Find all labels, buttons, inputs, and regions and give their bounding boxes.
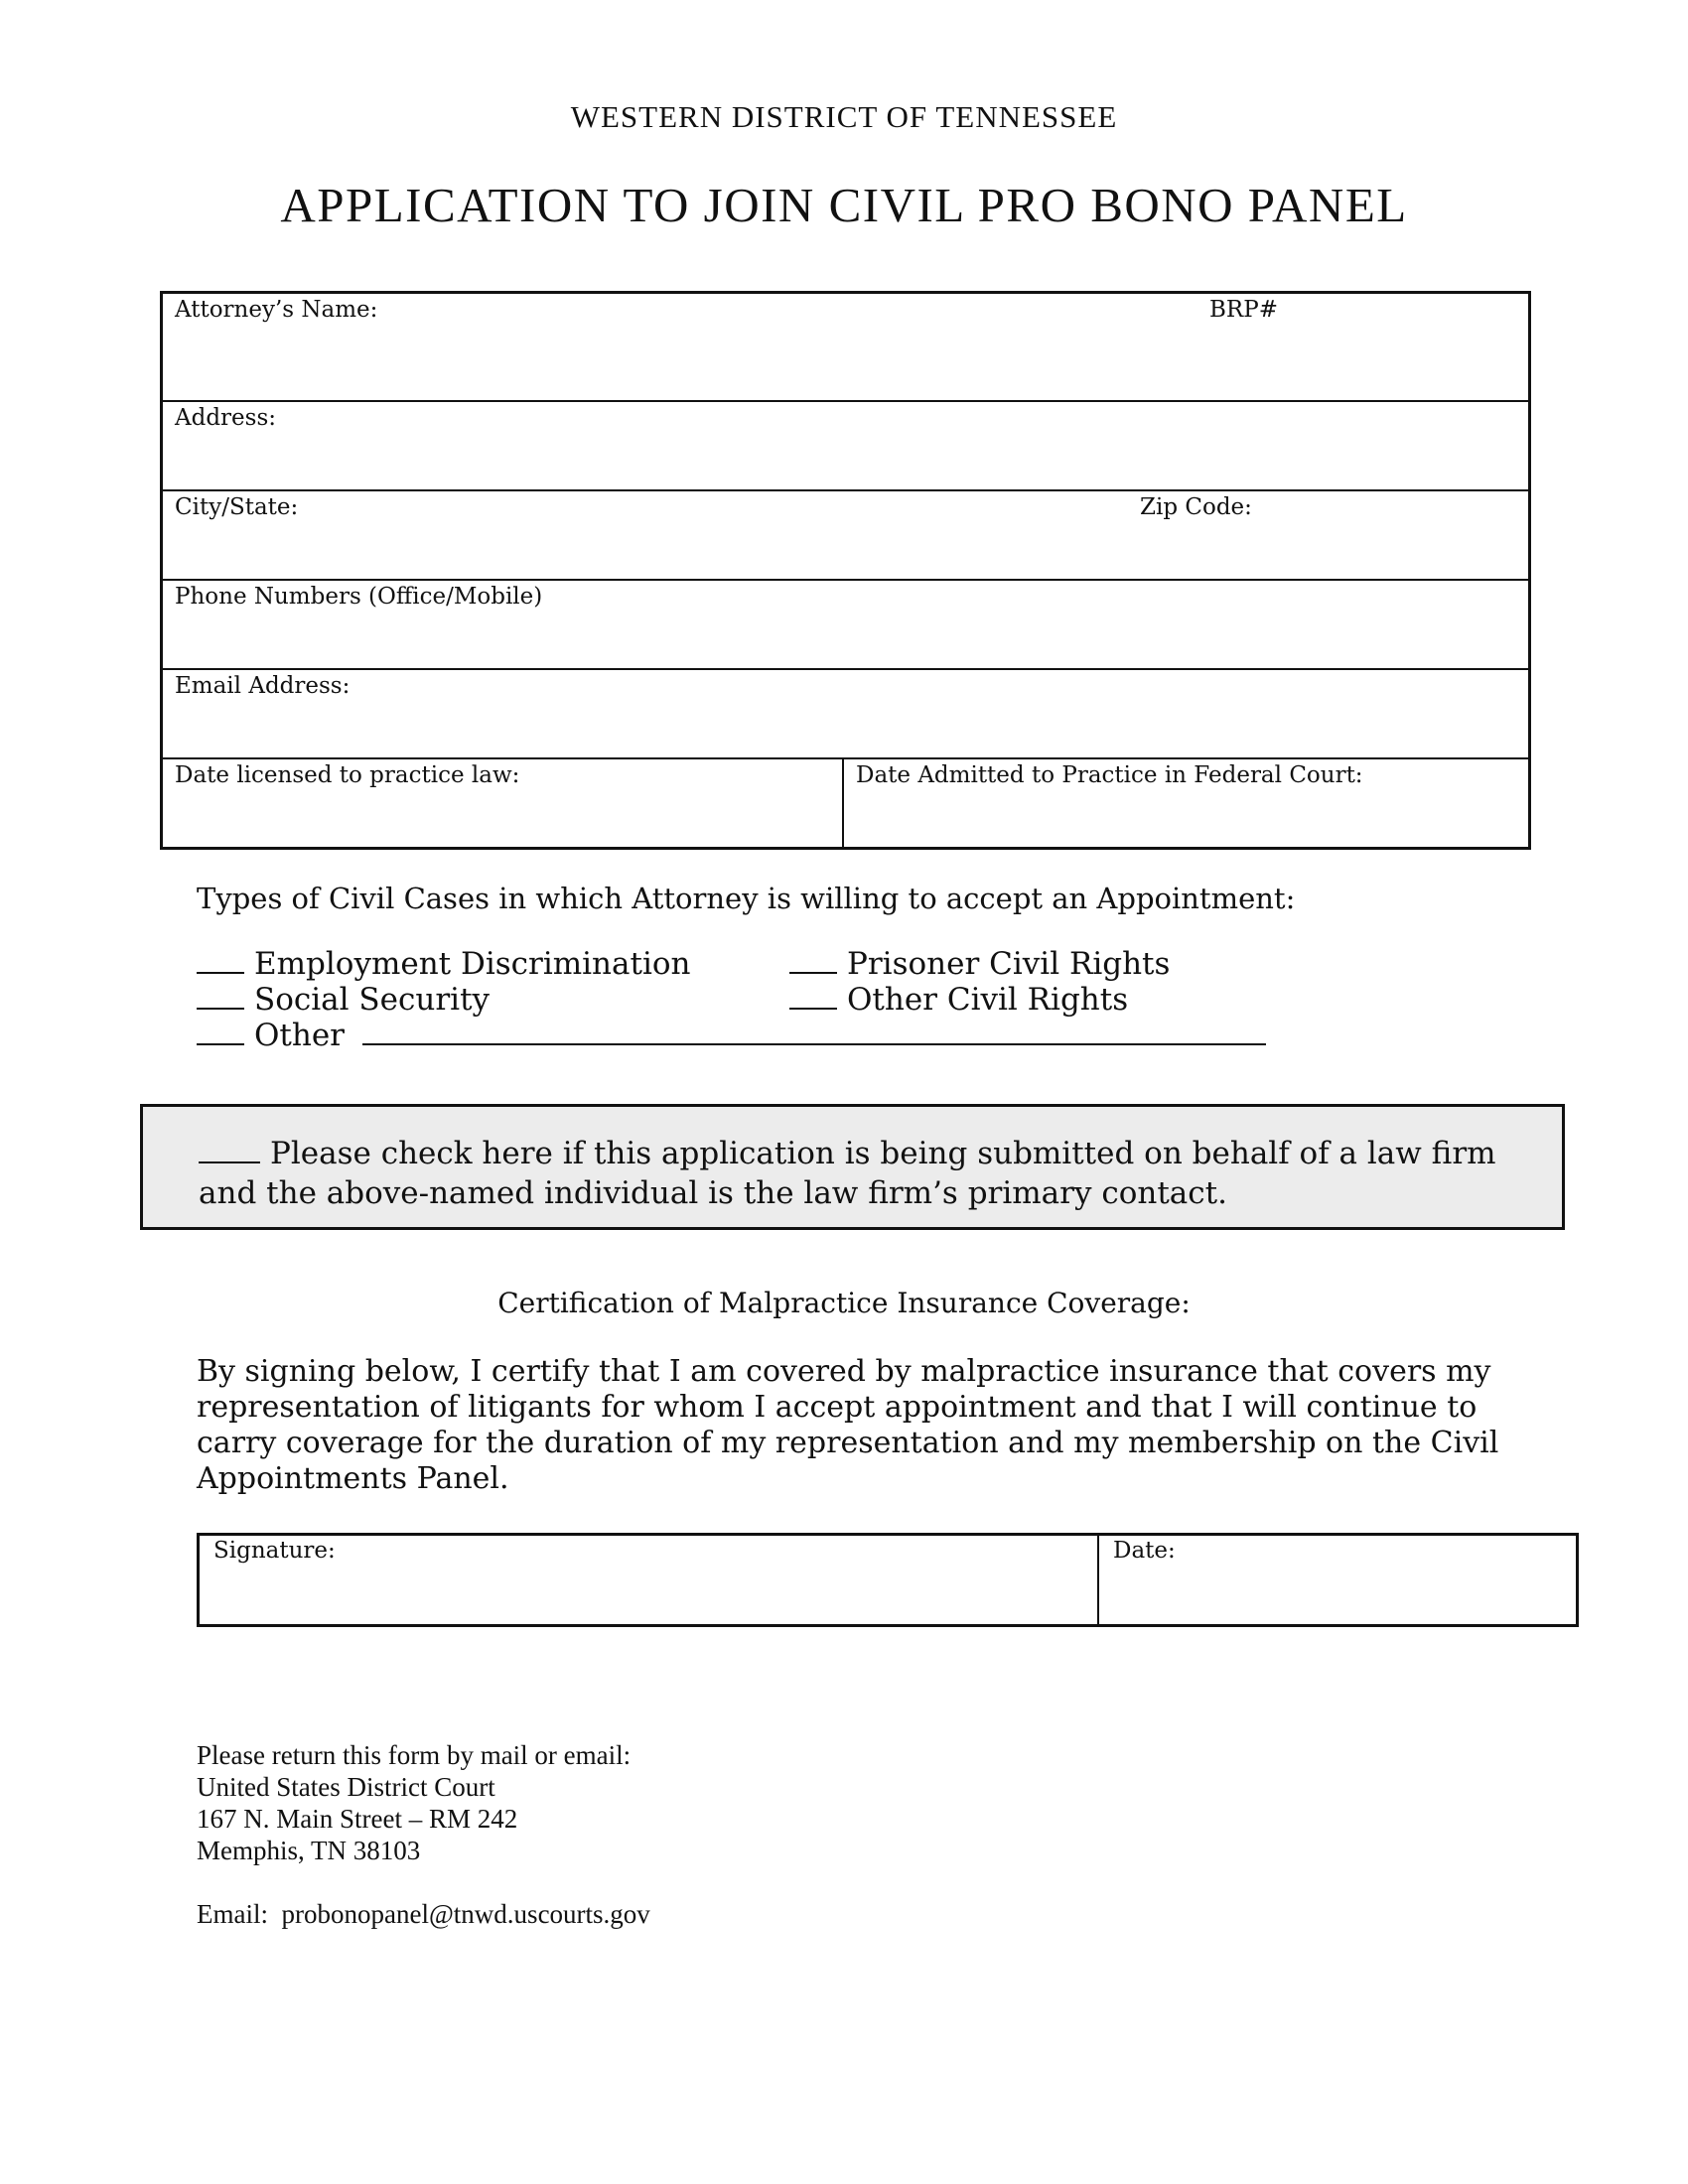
date-admitted-label: Date Admitted to Practice in Federal Court: [856, 762, 1363, 788]
checkbox-blank[interactable] [789, 986, 837, 1010]
return-instructions [197, 1739, 650, 1930]
law-firm-checkbox-blank[interactable] [199, 1140, 260, 1163]
option-social-security[interactable]: Social Security [197, 982, 490, 1018]
email-field[interactable] [162, 669, 1530, 758]
email-prefix: Email: [197, 1899, 268, 1929]
certification-text: By signing below, I certify that I am covered by malpractice insurance that covers my representation of litigants for whom I accept appointment and that I will continue to carry coverage for the duration of my representation and my membership on the Civil Appointments Panel. [197, 1354, 1499, 1496]
attorney-info-form [160, 291, 1531, 850]
page-title: APPLICATION TO JOIN CIVIL PRO BONO PANEL [280, 178, 1408, 232]
return-line-3: 167 N. Main Street – RM 242 [197, 1804, 518, 1834]
option-prisoner-civil-rights[interactable]: Prisoner Civil Rights [789, 946, 1170, 982]
email-label: Email Address: [175, 673, 351, 699]
signature-label: Signature: [213, 1538, 336, 1564]
option-other[interactable]: Other [197, 1018, 1266, 1053]
return-email-line [197, 1898, 650, 1930]
return-email-link[interactable]: probonopanel@tnwd.uscourts.gov [281, 1899, 650, 1929]
city-state-field[interactable] [162, 490, 1530, 580]
address-label: Address: [175, 405, 277, 431]
date-licensed-field[interactable] [162, 758, 844, 849]
return-line-4: Memphis, TN 38103 [197, 1836, 421, 1865]
checkbox-blank[interactable] [197, 950, 244, 974]
checkbox-blank[interactable] [197, 1022, 244, 1045]
option-employment-discrimination[interactable]: Employment Discrimination [197, 946, 691, 982]
date-licensed-label: Date licensed to practice law: [175, 762, 520, 788]
date-label: Date: [1113, 1538, 1176, 1564]
address-field[interactable] [162, 401, 1530, 490]
signature-table [197, 1533, 1579, 1627]
phone-field[interactable] [162, 580, 1530, 669]
law-firm-box [140, 1104, 1565, 1230]
checkbox-blank[interactable] [789, 950, 837, 974]
signature-field[interactable] [199, 1535, 1099, 1626]
return-line-2: United States District Court [197, 1772, 495, 1802]
date-field[interactable] [1098, 1535, 1578, 1626]
return-line-1: Please return this form by mail or email: [197, 1740, 632, 1770]
date-admitted-field[interactable] [843, 758, 1530, 849]
zip-label: Zip Code: [1140, 494, 1252, 520]
certification-heading: Certification of Malpractice Insurance Coverage: [497, 1287, 1191, 1319]
option-other-civil-rights[interactable]: Other Civil Rights [789, 982, 1128, 1018]
case-types-heading: Types of Civil Cases in which Attorney is willing to accept an Appointment: [197, 882, 1296, 915]
city-state-label: City/State: [175, 494, 299, 520]
attorney-name-label: Attorney’s Name: [175, 297, 378, 323]
other-description-line[interactable] [362, 1022, 1266, 1045]
phone-label: Phone Numbers (Office/Mobile) [175, 584, 543, 610]
law-firm-text: Please check here if this application is being submitted on behalf of a law firm and the above-named individual is the law firm’s primary contact. [199, 1136, 1496, 1211]
brp-label: BRP# [1209, 297, 1278, 323]
district-heading: WESTERN DISTRICT OF TENNESSEE [570, 99, 1118, 134]
checkbox-blank[interactable] [197, 986, 244, 1010]
attorney-name-field[interactable] [162, 293, 1530, 402]
